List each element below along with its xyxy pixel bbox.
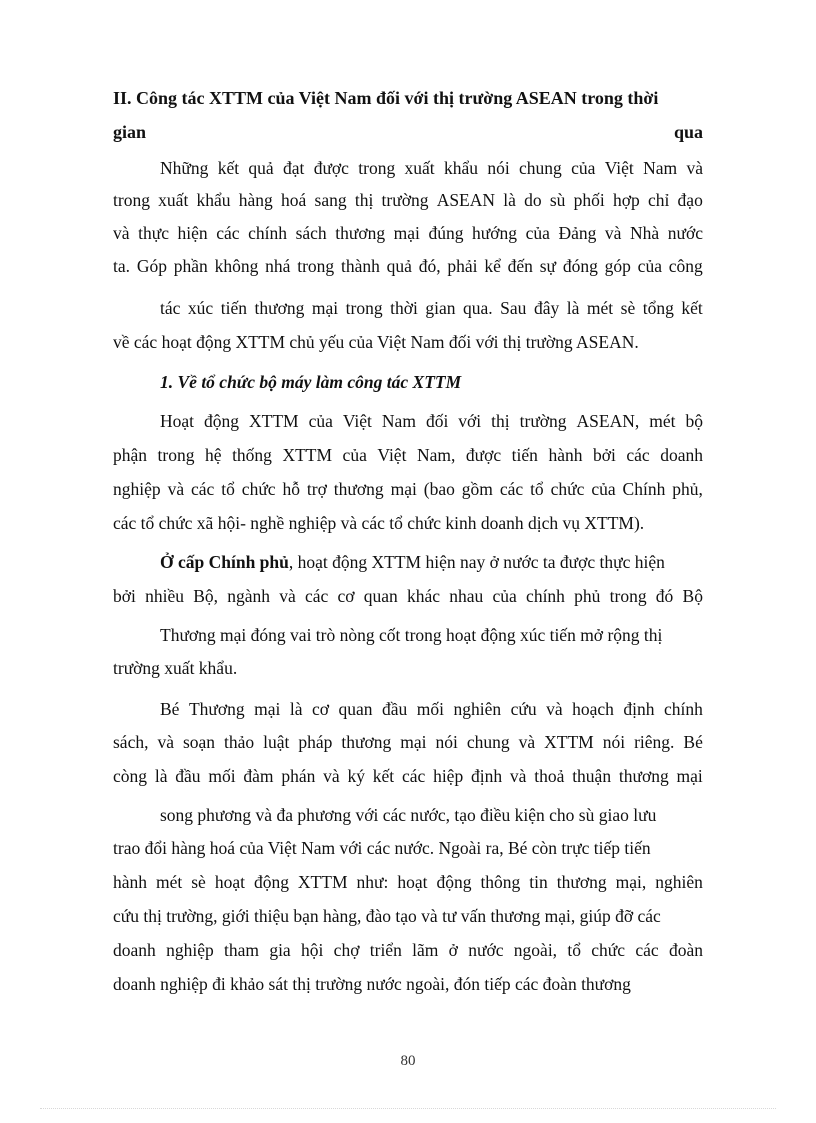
paragraph-line: trong xuất khẩu hàng hoá sang thị trường ASEAN là do sù phối hợp chỉ đạo: [113, 190, 703, 210]
paragraph-line: doanh nghiệp đi khảo sát thị trường nước ngoài, đón tiếp các đoàn thương: [113, 974, 631, 994]
paragraph-line: Hoạt động XTTM của Việt Nam đối với thị trường ASEAN, mét bộ: [160, 411, 703, 431]
paragraph-line: bởi nhiều Bộ, ngành và các cơ quan khác nhau của chính phủ trong đó Bộ: [113, 586, 703, 606]
heading-word-qua: qua: [673, 122, 703, 142]
paragraph-line: cứu thị trường, giới thiệu bạn hàng, đào tạo và tư vấn thương mại, giúp đỡ các: [113, 906, 661, 926]
paragraph-line: sách, và soạn thảo luật pháp thương mại nói chung và XTTM nói riêng. Bé: [113, 732, 703, 752]
paragraph-line: ta. Góp phần không nhá trong thành quả đó, phải kể đến sự đóng góp của công: [113, 256, 703, 276]
paragraph-line: Bé Thương mại là cơ quan đầu mối nghiên cứu và hoạch định chính: [160, 699, 703, 719]
paragraph-line: song phương và đa phương với các nước, tạo điều kiện cho sù giao lưu: [160, 805, 657, 825]
paragraph-line: nghiệp và các tổ chức hỗ trợ thương mại (bao gồm các tổ chức của Chính phủ,: [113, 479, 703, 499]
page-bottom-divider: [40, 1108, 776, 1109]
page-number: 80: [400, 1053, 416, 1069]
paragraph-line: trao đổi hàng hoá của Việt Nam với các nước. Ngoài ra, Bé còn trực tiếp tiến: [113, 838, 651, 858]
section-heading-line-2: [113, 120, 703, 144]
paragraph-line: trường xuất khẩu.: [113, 658, 238, 678]
subheading: 1. Về tổ chức bộ máy làm công tác XTTM: [160, 372, 462, 392]
paragraph-line: phận trong hệ thống XTTM của Việt Nam, được tiến hành bởi các doanh: [113, 445, 703, 465]
paragraph-line: còng là đầu mối đàm phán và ký kết các hiệp định và thoả thuận thương mại: [113, 766, 703, 786]
paragraph-line: và thực hiện các chính sách thương mại đúng hướng của Đảng và Nhà nước: [113, 223, 703, 243]
paragraph-line: về các hoạt động XTTM chủ yếu của Việt Nam đối với thị trường ASEAN.: [113, 332, 639, 352]
paragraph-line: tác xúc tiến thương mại trong thời gian qua. Sau đây là mét sè tổng kết: [160, 298, 703, 318]
paragraph-line: các tổ chức xã hội- nghề nghiệp và các tổ chức kinh doanh dịch vụ XTTM).: [113, 513, 645, 533]
paragraph-line: Thương mại đóng vai trò nòng cốt trong hoạt động xúc tiến mở rộng thị: [160, 625, 663, 645]
heading-word-gian: gian: [113, 122, 147, 142]
paragraph-line: Ở cấp Chính phủ , hoạt động XTTM hiện nay ở nước ta được thực hiện: [160, 552, 665, 572]
paragraph-line: hành mét sè hoạt động XTTM như: hoạt động thông tin thương mại, nghiên: [113, 872, 703, 892]
bold-lead-text: Ở cấp Chính phủ: [160, 552, 289, 572]
paragraph-line: doanh nghiệp tham gia hội chợ triển lãm ở nước ngoài, tổ chức các đoàn: [113, 940, 703, 960]
section-heading-line-1: II. Công tác XTTM của Việt Nam đối với thị trường ASEAN trong thời: [113, 88, 659, 108]
paragraph-line: Những kết quả đạt được trong xuất khẩu nói chung của Việt Nam và: [160, 158, 703, 178]
